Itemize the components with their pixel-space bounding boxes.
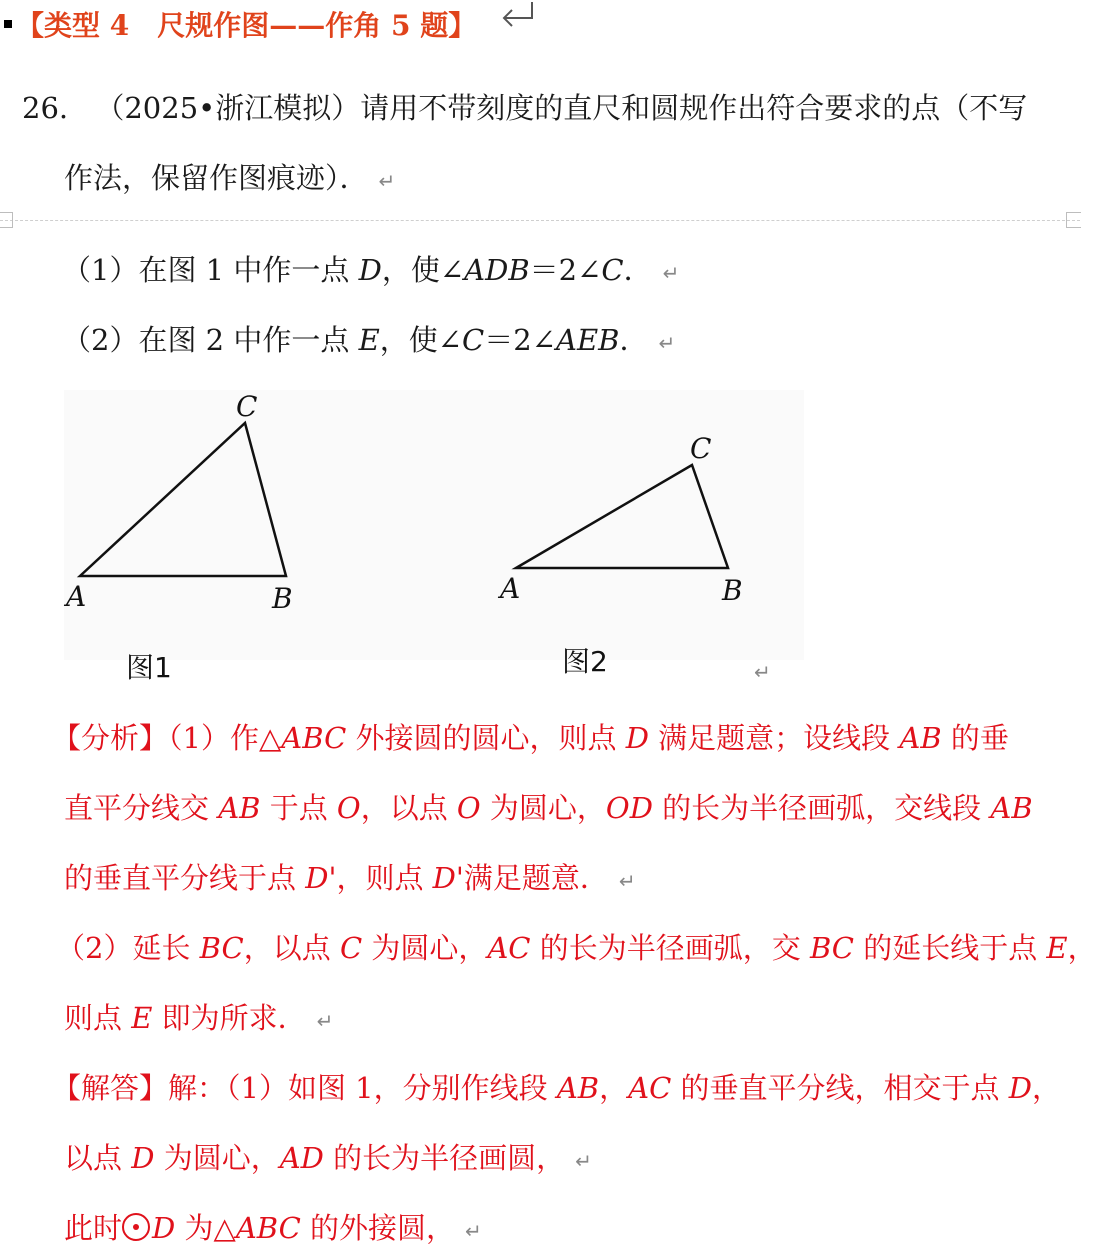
analysis-l4-f: AC [487, 931, 531, 965]
analysis-l4-g: 的长为半径画弧，交 [530, 931, 810, 965]
analysis-l1-d: D [625, 721, 649, 755]
return-mark: ↵ [575, 1149, 592, 1173]
analysis-l3-d: D' [432, 861, 464, 895]
page-separator [0, 220, 1080, 221]
answer-line-1 [52, 1068, 1061, 1108]
analysis-l4-j: E [1046, 931, 1068, 965]
answer-l1-a: 解：（1）如图 1，分别作线段 [168, 1071, 557, 1105]
page-corner-left [0, 212, 13, 228]
figures-return [744, 660, 771, 684]
bullet-icon [4, 20, 12, 28]
part-2-eq: ＝2∠ [484, 323, 556, 357]
part-1 [62, 250, 679, 293]
figure-2-label-c: C [690, 432, 712, 465]
analysis-l4-e: 为圆心， [362, 931, 488, 965]
analysis-l2-h: OD [605, 791, 653, 825]
section-heading [4, 4, 476, 48]
analysis-l5-a: 则点 [64, 1001, 132, 1035]
analysis-l5-c: 即为所求． [152, 1001, 307, 1035]
analysis-l4-d: C [339, 931, 363, 965]
problem-text-2: 作法，保留作图痕迹）． [64, 161, 369, 195]
analysis-l2-f: O [456, 791, 481, 825]
problem-text-1: （2025•浙江模拟）请用不带刻度的直尺和圆规作出符合要求的点（不写 [95, 91, 1028, 125]
analysis-l3-b: D' [305, 861, 337, 895]
analysis-line-4 [56, 928, 1097, 968]
figure-1-label-b: B [272, 582, 293, 615]
analysis-line-5 [64, 998, 333, 1041]
analysis-l1-g: 的垂 [941, 721, 1009, 755]
part-2 [62, 320, 675, 363]
figure-2-caption: 图2 [562, 645, 608, 678]
answer-l2-c: 为圆心， [154, 1141, 280, 1175]
return-mark: ↵ [316, 1009, 334, 1033]
page-corner-right [1066, 212, 1081, 228]
figure-1-caption: 图1 [126, 651, 172, 684]
answer-l2-e: 的长为半径画圆， [323, 1141, 566, 1175]
analysis-l2-b: AB [218, 791, 261, 825]
answer-l3-d: ABC [235, 1211, 301, 1245]
part-2-angle2: AEB [556, 323, 620, 357]
analysis-l1-f: AB [899, 721, 942, 755]
part-1-angle1: ADB [464, 253, 530, 287]
analysis-l4-c: ，以点 [243, 931, 340, 965]
analysis-l1-b: ABC [281, 721, 347, 755]
analysis-l4-h: BC [809, 931, 854, 965]
part-2-mid: ，使∠ [379, 323, 463, 357]
answer-tag: 【解答】 [52, 1071, 169, 1105]
figure-2-label-a: A [500, 572, 521, 605]
answer-l3-e: 的外接圆， [300, 1211, 456, 1245]
part-1-eq: ＝2∠ [529, 253, 602, 287]
part-1-end: ． [623, 253, 653, 287]
return-mark: ↵ [754, 660, 771, 684]
figure-background [64, 390, 804, 660]
analysis-l4-i: 的延长线于点 [853, 931, 1047, 965]
answer-line-3 [64, 1208, 482, 1251]
part-2-angle1: C [462, 323, 485, 357]
analysis-l2-i: 的长为半径画弧，交线段 [652, 791, 991, 825]
answer-l1-f: D [1008, 1071, 1032, 1105]
figure-2-label-b: B [722, 574, 743, 607]
analysis-l3-c: ，则点 [336, 861, 433, 895]
analysis-l2-e: ，以点 [360, 791, 457, 825]
part-1-angle2: C [601, 253, 624, 287]
figure-1-label-a: A [66, 580, 87, 613]
analysis-l4-b: BC [199, 931, 244, 965]
analysis-l1-a: （1）作△ [168, 721, 282, 755]
answer-l3-a: 此时 [64, 1211, 123, 1245]
analysis-l2-g: 为圆心， [480, 791, 606, 825]
part-1-mid: ，使∠ [381, 253, 465, 287]
analysis-l2-j: AB [990, 791, 1033, 825]
problem-line-2 [64, 158, 395, 201]
analysis-l2-d: O [336, 791, 361, 825]
return-mark: ↵ [658, 331, 676, 355]
answer-l2-d: AD [279, 1141, 324, 1175]
figure-1-label-c: C [236, 390, 258, 423]
part-2-point: E [358, 323, 380, 357]
part-2-prefix: （2）在图 2 中作一点 [62, 323, 359, 357]
analysis-line-3 [64, 858, 636, 901]
analysis-l2-c: 于点 [260, 791, 337, 825]
answer-l3-b: D [152, 1211, 176, 1245]
answer-l1-e: 的垂直平分线，相交于点 [671, 1071, 1009, 1105]
answer-l1-d: AC [628, 1071, 672, 1105]
return-arrow-icon [498, 0, 538, 34]
analysis-line-2 [64, 788, 1033, 828]
return-mark: ↵ [465, 1219, 482, 1243]
part-2-end: ． [619, 323, 649, 357]
analysis-l4-k: ， [1067, 931, 1097, 965]
problem-number: 26. [22, 91, 69, 125]
analysis-l1-e: 满足题意；设线段 [648, 721, 900, 755]
analysis-l5-b: E [131, 1001, 153, 1035]
answer-l1-c: ， [599, 1071, 629, 1105]
answer-l1-b: AB [556, 1071, 600, 1105]
answer-l2-a: 以点 [64, 1141, 132, 1175]
analysis-l1-c: 外接圆的圆心，则点 [346, 721, 626, 755]
analysis-l2-a: 直平分线交 [64, 791, 219, 825]
analysis-l3-a: 的垂直平分线于点 [64, 861, 306, 895]
circle-dot-icon [122, 1213, 150, 1241]
return-mark: ↵ [378, 169, 396, 193]
analysis-l3-e: 满足题意． [463, 861, 609, 895]
answer-line-2 [64, 1138, 592, 1181]
part-1-point: D [358, 253, 382, 287]
answer-l2-b: D [131, 1141, 155, 1175]
return-mark: ↵ [662, 261, 680, 285]
section-heading-text: 【类型 4 尺规作图——作角 5 题】 [16, 9, 477, 42]
return-mark: ↵ [618, 869, 636, 893]
answer-l3-c: 为△ [175, 1211, 236, 1245]
part-1-prefix: （1）在图 1 中作一点 [62, 253, 359, 287]
analysis-line-1 [52, 718, 1009, 758]
problem-line-1 [22, 88, 1027, 128]
analysis-l4-a: （2）延长 [56, 931, 200, 965]
analysis-tag: 【分析】 [52, 721, 169, 755]
answer-l1-g: ， [1031, 1071, 1061, 1105]
